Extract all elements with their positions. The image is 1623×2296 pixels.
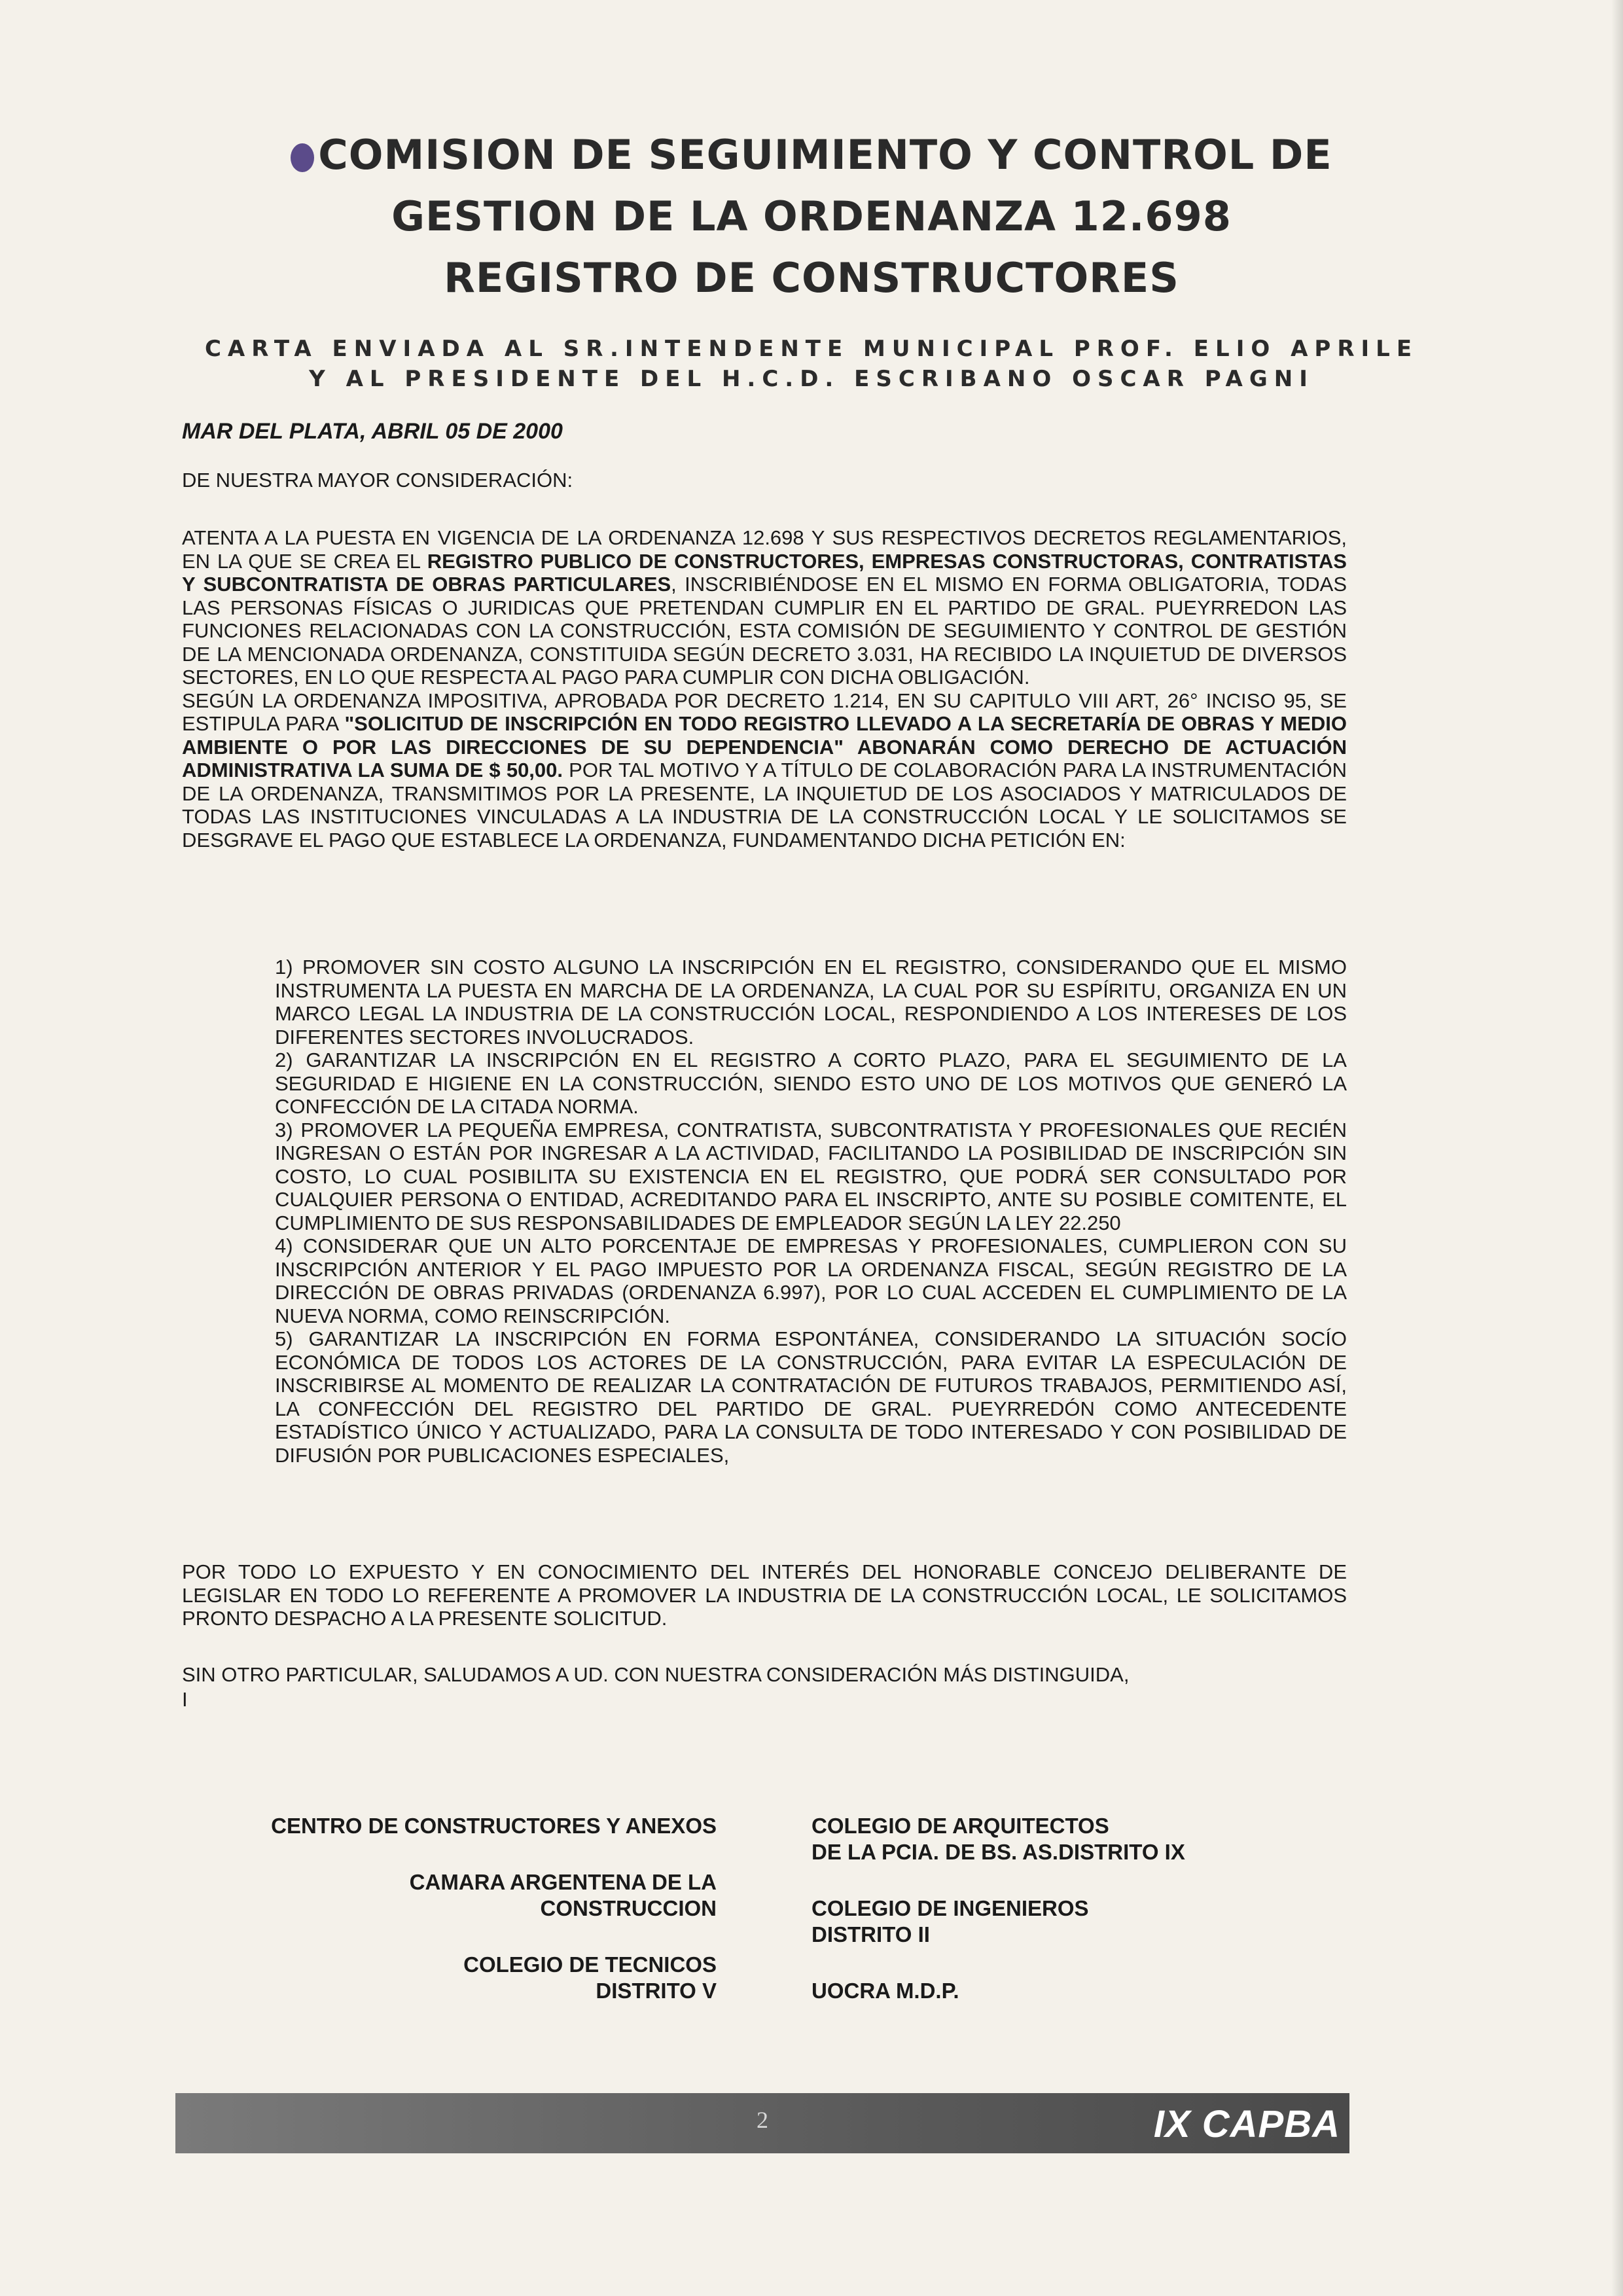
paragraph-1: ATENTA A LA PUESTA EN VIGENCIA DE LA ORDENANZA 12.698 Y SUS RESPECTIVOS DECRETOS REGLAMENTARIOS, EN LA QUE SE CREA EL REGISTRO PUBLICO DE CONSTRUCTORES, EMPRESAS CONSTRUCTORAS, CONTRATISTAS Y SUBCONTRATISTA DE OBRAS PARTICULARES, INSCRIBIÉNDOSE EN EL MISMO EN FORMA OBLIGATORIA, TODAS LAS PERSONAS FÍSICAS O JURIDICAS QUE PRETENDAN CUMPLIR EN EL PARTIDO DE GRAL. PUEYRREDON LAS FUNCIONES RELACIONADAS CON LA CONSTRUCCIÓN, ESTA COMISIÓN DE SEGUIMIENTO Y CONTROL DE GESTIÓN DE LA MENCIONADA ORDENANZA, CONSTITUIDA SEGÚN DECRETO 3.031, HA RECIBIDO LA INQUIETUD DE DIVERSOS SECTORES, EN LO QUE RESPECTA AL PAGO PARA CUMPLIR CON DICHA OBLIGACIÓN. [182,526,1347,689]
bullet-mark-icon [291,143,314,172]
list-item: 4) CONSIDERAR QUE UN ALTO PORCENTAJE DE EMPRESAS Y PROFESIONALES, CUMPLIERON CON SU INSCRIPCIÓN ANTERIOR Y EL PAGO IMPUESTO POR LA ORDENANZA FISCAL, SEGÚN REGISTRO DE LA DIRECCIÓN DE OBRAS PRIVADAS (ORDENANZA 6.997), POR LO CUAL ACCEDEN EL CUMPLIMIENTO DE LA NUEVA NORMA, COMO REINSCRIPCIÓN. [275,1234,1347,1327]
letter-salutation: DE NUESTRA MAYOR CONSIDERACIÓN: [182,469,573,492]
signatories-right [812,1813,1400,2034]
title-line-1: COMISION DE SEGUIMIENTO Y CONTROL DE [131,124,1492,186]
regards-mark: I [182,1688,188,1711]
title-line-3: REGISTRO DE CONSTRUCTORES [444,254,1179,302]
signatory: CAMARA ARGENTENA DE LA CONSTRUCCION [409,1870,717,1920]
emphasis-solicitud: "SOLICITUD DE INSCRIPCIÓN EN TODO REGISTRO LLEVADO A LA SECRETARÍA DE OBRAS Y MEDIO AMBIENTE O POR LAS DIRECCIONES DE SU DEPENDENCIA" ABONARÁN COMO DERECHO DE ACTUACIÓN ADMINISTRATIVA LA SUMA DE $ 50,00. [182,712,1347,781]
signatories-left [196,1813,717,2034]
page-number: 2 [757,2107,768,2133]
list-item: 1) PROMOVER SIN COSTO ALGUNO LA INSCRIPCIÓN EN EL REGISTRO, CONSIDERANDO QUE EL MISMO INSTRUMENTA LA PUESTA EN MARCHA DE LA ORDENANZA, LA CUAL POR SU ESPÍRITU, ORGANIZA EN UN MARCO LEGAL LA INDUSTRIA DE LA CONSTRUCCIÓN LOCAL, RESPONDIENDO A LOS INTERESES DE LOS DIFERENTES SECTORES INVOLUCRADOS. [275,956,1347,1049]
signatory: CENTRO DE CONSTRUCTORES Y ANEXOS [271,1814,717,1838]
subtitle-line-1: CARTA ENVIADA AL SR.INTENDENTE MUNICIPAL PROF. ELIO APRILE [204,336,1419,362]
list-item: 5) GARANTIZAR LA INSCRIPCIÓN EN FORMA ESPONTÁNEA, CONSIDERANDO LA SITUACIÓN SOCÍO ECONÓMICA DE TODOS LOS ACTORES DE LA CONSTRUCCIÓN, PARA EVITAR LA ESPECULACIÓN DE INSCRIBIRSE AL MOMENTO DE REALIZAR LA CONTRATACIÓN DE FUTUROS TRABAJOS, PERMITIENDO ASÍ, LA CONFECCIÓN DEL REGISTRO DEL PARTIDO DE GRAL. PUEYRREDÓN COMO ANTECEDENTE ESTADÍSTICO ÚNICO Y ACTUALIZADO, PARA LA CONSULTA DE TODO INTERESADO Y CON POSIBILIDAD DE DIFUSIÓN POR PUBLICACIONES ESPECIALES, [275,1327,1347,1467]
signatory: UOCRA M.D.P. [812,1979,959,2003]
page-edge-shadow [1611,0,1623,2296]
document-title [131,124,1492,309]
emphasis-registro: REGISTRO PUBLICO DE CONSTRUCTORES, EMPRESAS CONSTRUCTORAS, CONTRATISTAS Y SUBCONTRATISTA DE OBRAS PARTICULARES [182,549,1347,596]
document-subtitle [151,334,1472,394]
title-line-2: GESTION DE LA ORDENANZA 12.698 [391,192,1232,240]
signatory: COLEGIO DE ARQUITECTOS DE LA PCIA. DE BS. AS.DISTRITO IX [812,1814,1185,1864]
footer-bar [175,2093,1349,2153]
list-item: 2) GARANTIZAR LA INSCRIPCIÓN EN EL REGISTRO A CORTO PLAZO, PARA EL SEGUIMIENTO DE LA SEGURIDAD E HIGIENE EN LA CONSTRUCCIÓN, SIENDO ESTO UNO DE LOS MOTIVOS QUE GENERÓ LA CONFECCIÓN DE LA CITADA NORMA. [275,1049,1347,1118]
letter-body [182,526,1347,852]
signatory: COLEGIO DE TECNICOS DISTRITO V [463,1952,717,2003]
subtitle-line-2: Y AL PRESIDENTE DEL H.C.D. ESCRIBANO OSCAR PAGNI [309,366,1314,392]
footer-brand: IX CAPBA [1153,2103,1340,2145]
signatory: COLEGIO DE INGENIEROS DISTRITO II [812,1896,1089,1946]
closing-paragraph: POR TODO LO EXPUESTO Y EN CONOCIMIENTO DEL INTERÉS DEL HONORABLE CONCEJO DELIBERANTE DE LEGISLAR EN TODO LO REFERENTE A PROMOVER LA INDUSTRIA DE LA CONSTRUCCIÓN LOCAL, LE SOLICITAMOS PRONTO DESPACHO A LA PRESENTE SOLICITUD. [182,1560,1347,1630]
petition-list [275,956,1347,1467]
letter-date: MAR DEL PLATA, ABRIL 05 DE 2000 [182,419,563,444]
list-item: 3) PROMOVER LA PEQUEÑA EMPRESA, CONTRATISTA, SUBCONTRATISTA Y PROFESIONALES QUE RECIÉN INGRESAN O ESTÁN POR INGRESAR A LA ACTIVIDAD, FACILITANDO LA POSIBILIDAD DE INSCRIPCIÓN SIN COSTO, LO CUAL POSIBILITA SU EXISTENCIA EN EL REGISTRO, QUE PODRÁ SER CONSULTADO POR CUALQUIER PERSONA O ENTIDAD, ACREDITANDO PARA EL INSCRIPTO, ANTE SU POSIBLE COMITENTE, EL CUMPLIMIENTO DE SUS RESPONSABILIDADES DE EMPLEADOR SEGÚN LA LEY 22.250 [275,1118,1347,1234]
letter-regards: SIN OTRO PARTICULAR, SALUDAMOS A UD. CON NUESTRA CONSIDERACIÓN MÁS DISTINGUIDA, I [182,1662,1347,1712]
paragraph-2: SEGÚN LA ORDENANZA IMPOSITIVA, APROBADA POR DECRETO 1.214, EN SU CAPITULO VIII ART, 26° INCISO 95, SE ESTIPULA PARA "SOLICITUD DE INSCRIPCIÓN EN TODO REGISTRO LLEVADO A LA SECRETARÍA DE OBRAS Y MEDIO AMBIENTE O POR LAS DIRECCIONES DE SU DEPENDENCIA" ABONARÁN COMO DERECHO DE ACTUACIÓN ADMINISTRATIVA LA SUMA DE $ 50,00. POR TAL MOTIVO Y A TÍTULO DE COLABORACIÓN PARA LA INSTRUMENTACIÓN DE LA ORDENANZA, TRANSMITIMOS POR LA PRESENTE, LA INQUIETUD DE LOS ASOCIADOS Y MATRICULADOS DE TODAS LAS INSTITUCIONES VINCULADAS A LA INDUSTRIA DE LA CONSTRUCCIÓN LOCAL Y LE SOLICITAMOS SE DESGRAVE EL PAGO QUE ESTABLECE LA ORDENANZA, FUNDAMENTANDO DICHA PETICIÓN EN: [182,689,1347,852]
